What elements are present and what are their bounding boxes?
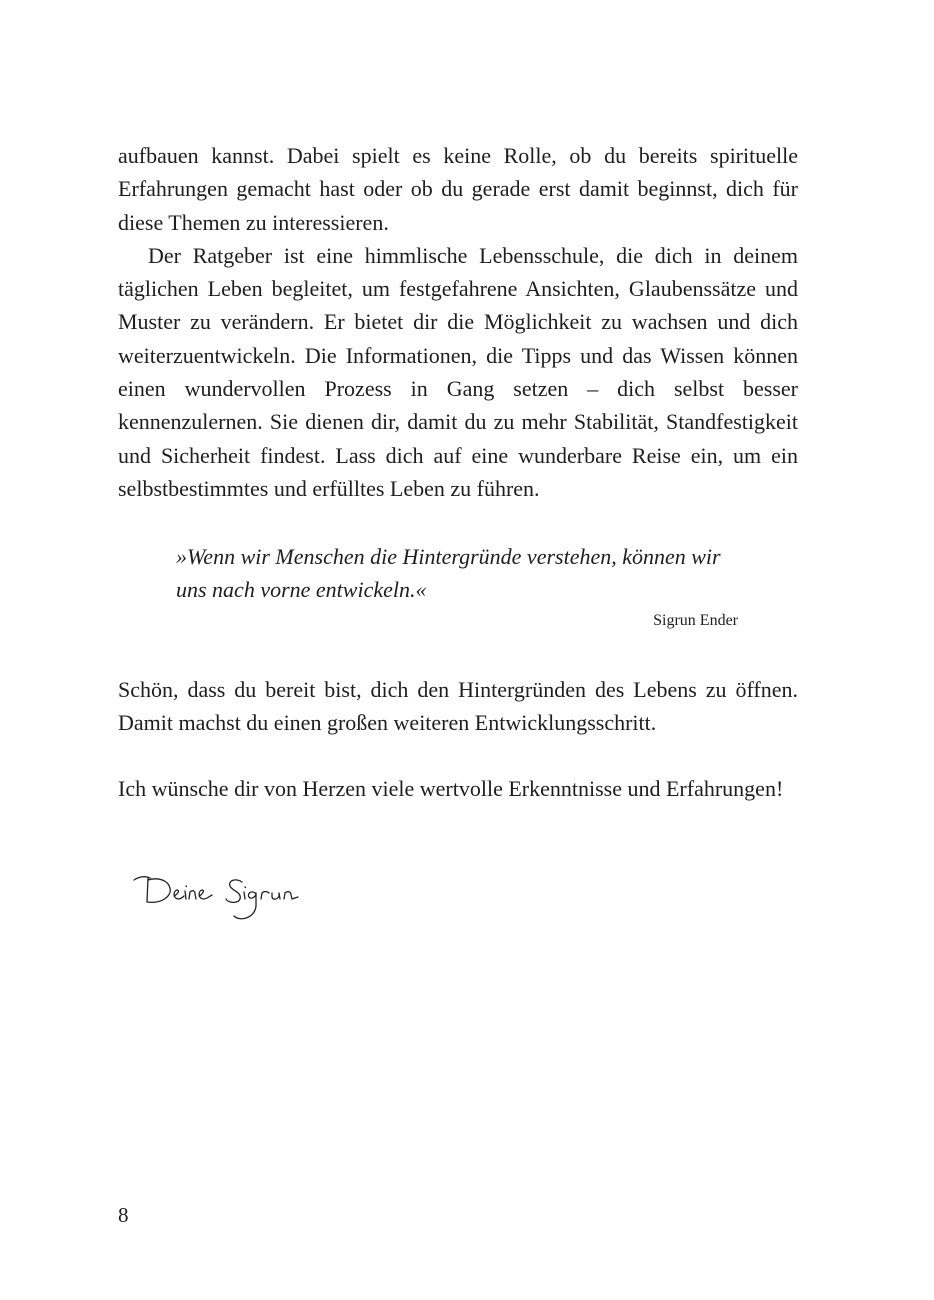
page-number: 8 xyxy=(118,1203,129,1227)
intro-section xyxy=(118,139,798,505)
quote-line-1: »Wenn wir Menschen die Hintergründe verstehen, können wir xyxy=(176,544,721,569)
closing-paragraph-2: Ich wünsche dir von Herzen viele wertvolle Erkenntnisse und Erfahrungen! xyxy=(118,776,784,801)
quote-block xyxy=(176,540,756,606)
intro-paragraph-continuation: aufbauen kannst. Dabei spielt es keine Rolle, ob du bereits spirituelle Erfahrungen gemacht hast oder ob du gerade erst damit beginnst, dich für diese Themen zu interessieren. xyxy=(118,143,798,235)
closing-section-1 xyxy=(118,673,798,740)
closing-paragraph-1: Schön, dass du bereit bist, dich den Hintergründen des Lebens zu öffnen. Damit machst du einen großen weiteren Entwicklungsschritt. xyxy=(118,677,798,736)
intro-paragraph-main: Der Ratgeber ist eine himmlische Lebensschule, die dich in deinem täglichen Leben begleitet, um festgefahrene Ansichten, Glaubenssätze und Muster zu verändern. Er bietet dir die Möglichkeit zu wachsen und dich weiterzuentwickeln. Die Informationen, die Tipps und das Wissen können einen wundervollen Prozess in Gang setzen – dich selbst besser kennenzulernen. Sie dienen dir, damit du zu mehr Stabilität, Standfestigkeit und Sicherheit findest. Lass dich auf eine wunderbare Reise ein, um ein selbstbestimmtes und erfülltes Leben zu führen. xyxy=(118,242,798,501)
signature-image xyxy=(130,866,340,936)
quote-line-2: uns nach vorne entwickeln.« xyxy=(176,577,427,602)
closing-section-2 xyxy=(118,772,798,805)
quote-author: Sigrun Ender xyxy=(653,612,738,629)
